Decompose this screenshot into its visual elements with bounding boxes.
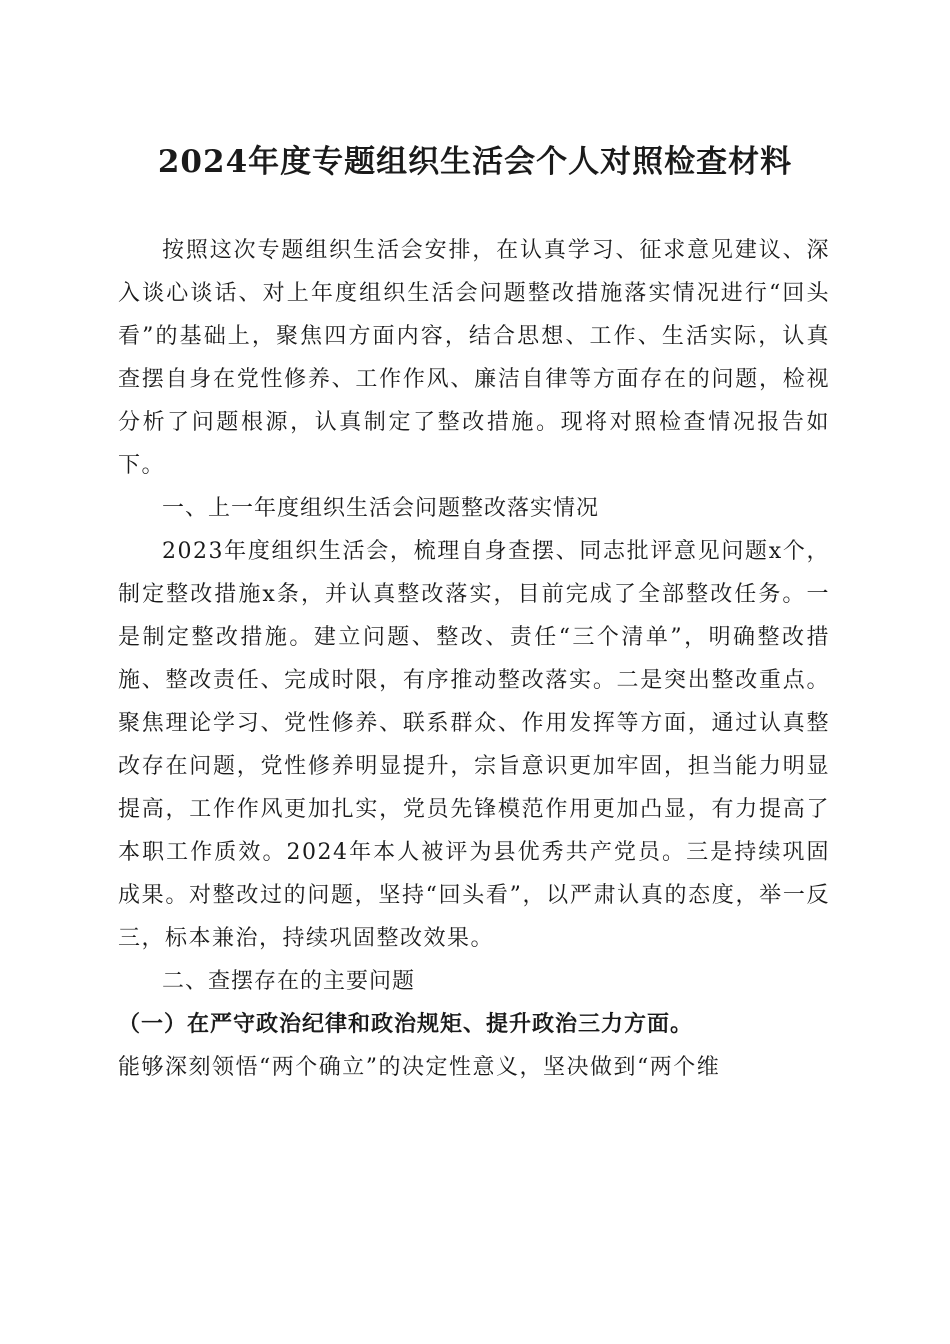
section-1-heading: 一、上一年度组织生活会问题整改落实情况 [162,496,600,521]
section-2-sub-1-text: 能够深刻领悟“两个确立”的决定性意义，坚决做到“两个维 [118,1055,721,1080]
document-title: 2024年度专题组织生活会个人对照检查材料 [157,144,793,180]
section-2-heading: 二、查摆存在的主要问题 [162,969,416,994]
document-body [118,229,830,1089]
intro-paragraph: 按照这次专题组织生活会安排，在认真学习、征求意见建议、深入谈心谈话、对上年度组织生活会问题整改措施落实情况进行“回头看”的基础上，聚焦四方面内容，结合思想、工作、生活实际，认真查摆自身在党性修养、工作作风、廉洁自律等方面存在的问题，检视分析了问题根源，认真制定了整改措施。现将对照检查情况报告如下。 [118,238,830,478]
section-1-paragraph: 2023年度组织生活会，梳理自身查摆、同志批评意见问题x个，制定整改措施x条，并认真整改落实，目前完成了全部整改任务。一是制定整改措施。建立问题、整改、责任“三个清单”，明确整改措施、整改责任、完成时限，有序推动整改落实。二是突出整改重点。聚焦理论学习、党性修养、联系群众、作用发挥等方面，通过认真整改存在问题，党性修养明显提升，宗旨意识更加牢固，担当能力明显提高，工作作风更加扎实，党员先锋模范作用更加凸显，有力提高了本职工作质效。2024年本人被评为县优秀共产党员。三是持续巩固成果。对整改过的问题，坚持“回头看”，以严肃认真的态度，举一反三，标本兼治，持续巩固整改效果。 [118,539,830,951]
section-2-sub-1-heading: （一）在严守政治纪律和政治规矩、提升政治三力方面。 [118,1011,694,1037]
